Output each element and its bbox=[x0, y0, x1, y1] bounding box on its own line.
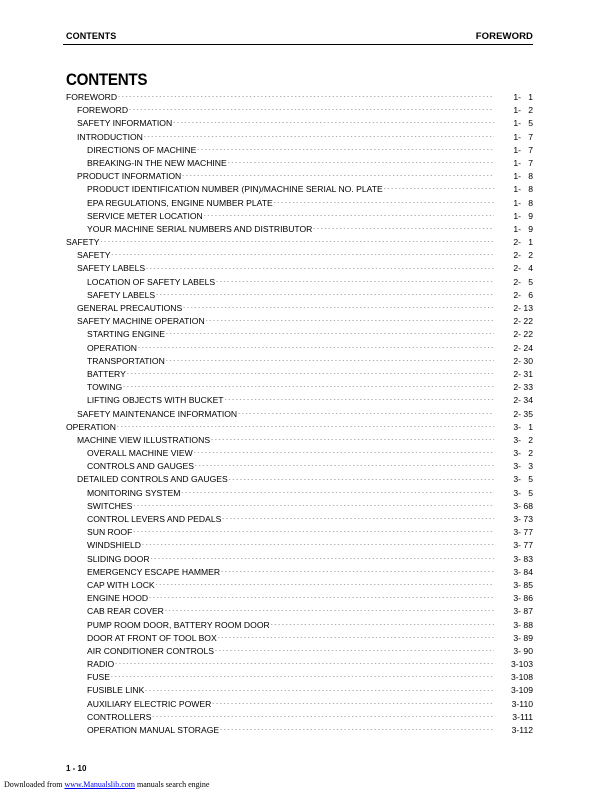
toc-dot-leader bbox=[313, 223, 494, 236]
toc-entry-title: SAFETY LABELS bbox=[77, 263, 146, 274]
toc-entry[interactable] bbox=[66, 605, 533, 618]
toc-dot-leader bbox=[151, 553, 494, 566]
toc-entry-page bbox=[497, 131, 533, 144]
toc-entry[interactable] bbox=[66, 131, 533, 144]
toc-dot-leader bbox=[127, 368, 494, 381]
toc-entry[interactable] bbox=[66, 698, 533, 711]
toc-entry-title: SAFETY bbox=[66, 237, 100, 248]
toc-entry-page bbox=[497, 91, 533, 104]
toc-entry[interactable] bbox=[66, 249, 533, 262]
toc-dot-leader bbox=[142, 539, 494, 552]
toc-entry[interactable] bbox=[66, 684, 533, 697]
toc-dot-leader bbox=[238, 407, 494, 420]
toc-entry-page bbox=[497, 698, 533, 711]
toc-entry-title: CONTROL LEVERS AND PEDALS bbox=[87, 514, 222, 524]
page-title: CONTENTS bbox=[66, 71, 148, 89]
toc-entry-page-value: 2- 5 bbox=[513, 276, 533, 287]
toc-entry-title: CAP WITH LOCK bbox=[87, 579, 155, 590]
toc-dot-leader bbox=[211, 434, 494, 447]
toc-entry[interactable] bbox=[66, 117, 533, 130]
toc-entry[interactable] bbox=[66, 632, 533, 645]
toc-entry-page-value: 1- 8 bbox=[513, 197, 533, 208]
toc-entry-page-value: 3-112 bbox=[511, 725, 533, 735]
toc-entry-page-value: 1- 7 bbox=[513, 144, 533, 155]
toc-entry-page-value: 1- 2 bbox=[513, 105, 533, 116]
toc-dot-leader bbox=[156, 579, 494, 592]
toc-entry-title: CAB REAR COVER bbox=[87, 606, 164, 617]
toc-entry[interactable] bbox=[66, 144, 533, 157]
toc-entry-title: PRODUCT INFORMATION bbox=[77, 171, 182, 182]
toc-dot-leader bbox=[216, 276, 494, 289]
toc-dot-leader bbox=[212, 698, 494, 711]
toc-entry-page bbox=[497, 500, 533, 513]
toc-entry-page bbox=[497, 513, 533, 526]
toc-entry[interactable] bbox=[66, 302, 533, 315]
toc-entry-page bbox=[497, 210, 533, 223]
toc-entry-title: OPERATION bbox=[66, 421, 116, 432]
toc-dot-leader bbox=[152, 711, 494, 724]
toc-dot-leader bbox=[221, 566, 494, 579]
toc-entry-title: FOREWORD bbox=[66, 92, 118, 102]
toc-entry-page bbox=[497, 302, 533, 315]
toc-entry-page-value: 3- 87 bbox=[513, 606, 533, 617]
toc-dot-leader bbox=[129, 104, 494, 117]
toc-entry-page-value: 3- 88 bbox=[513, 619, 533, 630]
manualslib-link[interactable]: www.Manualslib.com bbox=[64, 780, 136, 789]
toc-dot-leader bbox=[166, 328, 494, 341]
toc-entry-page bbox=[497, 408, 533, 421]
toc-entry[interactable] bbox=[66, 434, 533, 447]
toc-entry-title: MACHINE VIEW ILLUSTRATIONS bbox=[77, 434, 211, 445]
toc-entry-title: MONITORING SYSTEM bbox=[87, 487, 181, 498]
toc-entry-title: SLIDING DOOR bbox=[87, 553, 150, 564]
toc-entry-page bbox=[497, 566, 533, 579]
toc-entry-page bbox=[497, 605, 533, 618]
toc-entry[interactable] bbox=[66, 223, 533, 236]
toc-entry[interactable] bbox=[66, 210, 533, 223]
toc-entry[interactable] bbox=[66, 368, 533, 381]
toc-entry-page bbox=[497, 276, 533, 289]
toc-entry[interactable] bbox=[66, 658, 533, 671]
toc-entry-page-value: 2- 24 bbox=[513, 342, 533, 353]
toc-entry-title: AUXILIARY ELECTRIC POWER bbox=[87, 698, 212, 709]
toc-dot-leader bbox=[206, 315, 494, 328]
footer-suffix: manuals search engine bbox=[135, 780, 210, 789]
toc-entry-page bbox=[497, 526, 533, 539]
toc-entry-page-value: 2- 4 bbox=[513, 263, 533, 274]
toc-entry-page-value: 1- 9 bbox=[513, 210, 533, 221]
toc-entry[interactable] bbox=[66, 328, 533, 341]
toc-dot-leader bbox=[133, 526, 494, 539]
toc-dot-leader bbox=[218, 632, 494, 645]
toc-entry-title: CONTROLS AND GAUGES bbox=[87, 461, 194, 472]
toc-entry-title: BATTERY bbox=[87, 368, 126, 379]
toc-entry-title: SERVICE METER LOCATION bbox=[87, 210, 203, 221]
toc-entry-title: YOUR MACHINE SERIAL NUMBERS AND DISTRIBUTOR bbox=[87, 223, 313, 234]
footer-prefix: Downloaded from bbox=[4, 780, 65, 789]
toc-entry-title: SAFETY INFORMATION bbox=[77, 118, 173, 129]
toc-dot-leader bbox=[222, 513, 494, 526]
toc-entry-title: LOCATION OF SAFETY LABELS bbox=[87, 276, 216, 287]
toc-dot-leader bbox=[197, 144, 494, 157]
toc-entry-page-value: 2- 2 bbox=[513, 250, 533, 261]
toc-entry[interactable] bbox=[66, 592, 533, 605]
toc-entry-title: EMERGENCY ESCAPE HAMMER bbox=[87, 566, 221, 577]
toc-entry-page-value: 1- 5 bbox=[513, 118, 533, 129]
toc-entry-title: BREAKING-IN THE NEW MACHINE bbox=[87, 157, 227, 168]
table-of-contents bbox=[66, 91, 533, 737]
toc-entry-title: OVERALL MACHINE VIEW bbox=[87, 448, 193, 459]
toc-entry-page-value: 3- 90 bbox=[513, 645, 533, 656]
toc-entry-page-value: 2- 30 bbox=[513, 355, 533, 366]
toc-dot-leader bbox=[274, 196, 494, 209]
toc-entry-page-value: 3- 86 bbox=[513, 593, 533, 604]
toc-dot-leader bbox=[111, 249, 494, 262]
toc-dot-leader bbox=[123, 381, 494, 394]
toc-entry-page-value: 2- 22 bbox=[513, 316, 533, 327]
toc-entry-title: TOWING bbox=[87, 382, 123, 393]
toc-entry-page bbox=[497, 447, 533, 460]
toc-entry-page bbox=[497, 619, 533, 632]
toc-entry-title: SUN ROOF bbox=[87, 527, 133, 538]
toc-entry-page-value: 2- 6 bbox=[513, 289, 533, 300]
toc-entry-title: AIR CONDITIONER CONTROLS bbox=[87, 645, 215, 656]
toc-entry-page bbox=[497, 117, 533, 130]
toc-dot-leader bbox=[146, 262, 494, 275]
toc-entry[interactable] bbox=[66, 711, 533, 724]
toc-entry-page bbox=[497, 421, 533, 434]
toc-dot-leader bbox=[100, 236, 494, 249]
toc-dot-leader bbox=[117, 421, 494, 434]
toc-entry-title: DOOR AT FRONT OF TOOL BOX bbox=[87, 632, 217, 643]
toc-entry[interactable] bbox=[66, 566, 533, 579]
toc-entry[interactable] bbox=[66, 91, 533, 104]
toc-entry-page-value: 2- 35 bbox=[513, 408, 533, 419]
toc-entry-page bbox=[497, 645, 533, 658]
toc-entry-title: EPA REGULATIONS, ENGINE NUMBER PLATE bbox=[87, 197, 273, 208]
toc-entry[interactable] bbox=[66, 355, 533, 368]
toc-entry-title: FOREWORD bbox=[77, 105, 129, 116]
toc-entry-page bbox=[497, 592, 533, 605]
toc-entry-page-value: 3- 85 bbox=[513, 579, 533, 590]
toc-entry-page bbox=[497, 355, 533, 368]
toc-entry-title: ENGINE HOOD bbox=[87, 593, 149, 604]
toc-entry-page bbox=[497, 157, 533, 170]
toc-entry-page bbox=[497, 197, 533, 210]
toc-entry[interactable] bbox=[66, 513, 533, 526]
toc-dot-leader bbox=[182, 170, 494, 183]
toc-entry-title: SAFETY MACHINE OPERATION bbox=[77, 316, 205, 327]
toc-entry-page-value: 2- 13 bbox=[513, 303, 533, 313]
toc-dot-leader bbox=[166, 355, 494, 368]
toc-entry[interactable] bbox=[66, 381, 533, 394]
toc-entry[interactable] bbox=[66, 104, 533, 117]
toc-entry-page bbox=[497, 553, 533, 566]
toc-entry-title: FUSE bbox=[87, 672, 110, 683]
toc-dot-leader bbox=[156, 289, 494, 302]
toc-entry-page bbox=[497, 249, 533, 262]
toc-entry-page bbox=[497, 262, 533, 275]
toc-dot-leader bbox=[118, 91, 494, 104]
toc-entry-page-value: 1- 7 bbox=[513, 131, 533, 142]
toc-entry-page bbox=[497, 539, 533, 552]
toc-dot-leader bbox=[195, 460, 494, 473]
toc-entry[interactable] bbox=[66, 539, 533, 552]
toc-entry[interactable] bbox=[66, 170, 533, 183]
toc-entry[interactable] bbox=[66, 526, 533, 539]
toc-entry-page-value: 3- 84 bbox=[513, 566, 533, 577]
toc-dot-leader bbox=[194, 447, 494, 460]
page-number: 1 - 10 bbox=[66, 764, 87, 773]
toc-entry[interactable] bbox=[66, 724, 533, 737]
toc-entry-title: CONTROLLERS bbox=[87, 711, 152, 722]
toc-dot-leader bbox=[111, 671, 494, 684]
toc-entry-title: INTRODUCTION bbox=[77, 131, 143, 142]
toc-entry-title: SAFETY LABELS bbox=[87, 289, 156, 300]
toc-entry-page bbox=[497, 711, 533, 724]
toc-entry[interactable] bbox=[66, 579, 533, 592]
toc-entry-title: SAFETY bbox=[77, 250, 111, 261]
toc-entry-page bbox=[497, 671, 533, 684]
toc-entry-title: OPERATION MANUAL STORAGE bbox=[87, 725, 220, 735]
toc-entry[interactable] bbox=[66, 473, 533, 486]
toc-entry-page bbox=[497, 460, 533, 473]
toc-dot-leader bbox=[229, 473, 494, 486]
toc-entry-page bbox=[497, 183, 533, 196]
toc-entry[interactable] bbox=[66, 500, 533, 513]
toc-entry-page-value: 3- 77 bbox=[513, 540, 533, 551]
toc-entry-title: FUSIBLE LINK bbox=[87, 685, 145, 696]
toc-entry-page bbox=[497, 368, 533, 381]
toc-entry[interactable] bbox=[66, 553, 533, 566]
toc-entry-page-value: 2- 1 bbox=[513, 237, 533, 248]
toc-entry-page-value: 3- 83 bbox=[513, 553, 533, 564]
toc-entry-title: DIRECTIONS OF MACHINE bbox=[87, 144, 197, 155]
toc-entry-page-value: 3-110 bbox=[511, 698, 533, 709]
toc-entry[interactable] bbox=[66, 619, 533, 632]
toc-entry-page bbox=[497, 170, 533, 183]
toc-entry-page-value: 3-109 bbox=[511, 685, 533, 696]
toc-dot-leader bbox=[149, 592, 494, 605]
toc-dot-leader bbox=[165, 605, 494, 618]
toc-entry-title: WINDSHIELD bbox=[87, 540, 141, 551]
toc-dot-leader bbox=[173, 117, 494, 130]
toc-entry-page bbox=[497, 289, 533, 302]
toc-entry-page bbox=[497, 434, 533, 447]
toc-entry-page bbox=[497, 473, 533, 486]
toc-entry-page bbox=[497, 684, 533, 697]
toc-entry-page bbox=[497, 658, 533, 671]
toc-entry-page bbox=[497, 104, 533, 117]
toc-entry[interactable] bbox=[66, 487, 533, 500]
toc-entry-page-value: 3- 2 bbox=[513, 448, 533, 459]
toc-dot-leader bbox=[220, 724, 494, 737]
toc-entry[interactable] bbox=[66, 408, 533, 421]
toc-dot-leader bbox=[215, 645, 494, 658]
header-divider bbox=[63, 44, 533, 45]
toc-entry-title: LIFTING OBJECTS WITH BUCKET bbox=[87, 395, 224, 406]
toc-dot-leader bbox=[133, 500, 494, 513]
toc-entry-page-value: 3- 73 bbox=[513, 514, 533, 524]
toc-entry[interactable] bbox=[66, 276, 533, 289]
toc-entry-page-value: 3- 5 bbox=[513, 474, 533, 485]
toc-entry[interactable] bbox=[66, 421, 533, 434]
toc-entry-page-value: 3-108 bbox=[511, 672, 533, 683]
toc-entry[interactable] bbox=[66, 671, 533, 684]
toc-dot-leader bbox=[204, 210, 494, 223]
toc-entry-page-value: 3- 1 bbox=[513, 421, 533, 432]
toc-entry-page-value: 1- 8 bbox=[513, 171, 533, 182]
toc-entry-title: GENERAL PRECAUTIONS bbox=[77, 303, 183, 313]
toc-dot-leader bbox=[115, 658, 494, 671]
toc-entry-page bbox=[497, 487, 533, 500]
toc-entry-page bbox=[497, 315, 533, 328]
toc-entry-page bbox=[497, 724, 533, 737]
toc-entry[interactable] bbox=[66, 289, 533, 302]
toc-entry-page-value: 2- 31 bbox=[513, 368, 533, 379]
toc-entry-page bbox=[497, 236, 533, 249]
toc-entry[interactable] bbox=[66, 183, 533, 196]
toc-entry-page-value: 1- 8 bbox=[513, 184, 533, 195]
toc-dot-leader bbox=[225, 394, 494, 407]
toc-entry[interactable] bbox=[66, 460, 533, 473]
toc-dot-leader bbox=[144, 131, 494, 144]
toc-entry-page bbox=[497, 579, 533, 592]
toc-dot-leader bbox=[138, 342, 494, 355]
toc-entry[interactable] bbox=[66, 645, 533, 658]
download-footer bbox=[4, 780, 209, 789]
toc-dot-leader bbox=[183, 302, 494, 315]
toc-entry[interactable] bbox=[66, 262, 533, 275]
toc-dot-leader bbox=[145, 684, 494, 697]
toc-entry-page bbox=[497, 394, 533, 407]
toc-entry[interactable] bbox=[66, 447, 533, 460]
header-section-label: CONTENTS bbox=[66, 31, 117, 41]
toc-entry-page-value: 3- 2 bbox=[513, 434, 533, 445]
toc-entry[interactable] bbox=[66, 342, 533, 355]
toc-dot-leader bbox=[181, 487, 494, 500]
toc-entry-page-value: 3- 68 bbox=[513, 500, 533, 511]
toc-entry-page-value: 2- 34 bbox=[513, 395, 533, 406]
toc-entry-page-value: 3-103 bbox=[511, 659, 533, 670]
toc-entry[interactable] bbox=[66, 315, 533, 328]
toc-entry-title: PRODUCT IDENTIFICATION NUMBER (PIN)/MACHINE SERIAL NO. PLATE bbox=[87, 184, 383, 195]
toc-entry-title: SWITCHES bbox=[87, 500, 133, 511]
toc-entry-page-value: 1- 9 bbox=[513, 223, 533, 234]
toc-entry-page bbox=[497, 223, 533, 236]
toc-entry-page-value: 2- 33 bbox=[513, 382, 533, 393]
toc-entry-page-value: 3- 89 bbox=[513, 632, 533, 643]
toc-entry-page-value: 3- 3 bbox=[513, 461, 533, 472]
toc-entry-page bbox=[497, 342, 533, 355]
toc-entry-page-value: 3- 77 bbox=[513, 527, 533, 538]
toc-entry-page-value: 1- 1 bbox=[513, 92, 533, 102]
toc-entry-title: SAFETY MAINTENANCE INFORMATION bbox=[77, 408, 238, 419]
header-chapter-label: FOREWORD bbox=[475, 31, 533, 42]
toc-entry-page-value: 2- 22 bbox=[513, 329, 533, 340]
toc-entry-title: DETAILED CONTROLS AND GAUGES bbox=[77, 474, 228, 485]
toc-entry-title: OPERATION bbox=[87, 342, 137, 353]
toc-entry-title: RADIO bbox=[87, 659, 115, 670]
toc-entry-page-value: 3-111 bbox=[512, 711, 533, 722]
toc-entry[interactable] bbox=[66, 157, 533, 170]
toc-entry-page bbox=[497, 381, 533, 394]
toc-dot-leader bbox=[228, 157, 494, 170]
toc-dot-leader bbox=[271, 618, 494, 631]
toc-entry-page bbox=[497, 328, 533, 341]
toc-entry-title: STARTING ENGINE bbox=[87, 329, 165, 340]
toc-entry[interactable] bbox=[66, 394, 533, 407]
toc-entry-page-value: 3- 5 bbox=[513, 487, 533, 498]
toc-dot-leader bbox=[384, 183, 494, 196]
toc-entry-page bbox=[497, 144, 533, 157]
toc-entry[interactable] bbox=[66, 236, 533, 249]
toc-entry-title: TRANSPORTATION bbox=[87, 355, 165, 366]
toc-entry[interactable] bbox=[66, 197, 533, 210]
toc-entry-page bbox=[497, 632, 533, 645]
toc-entry-page-value: 1- 7 bbox=[513, 157, 533, 168]
toc-entry-title: PUMP ROOM DOOR, BATTERY ROOM DOOR bbox=[87, 619, 270, 630]
